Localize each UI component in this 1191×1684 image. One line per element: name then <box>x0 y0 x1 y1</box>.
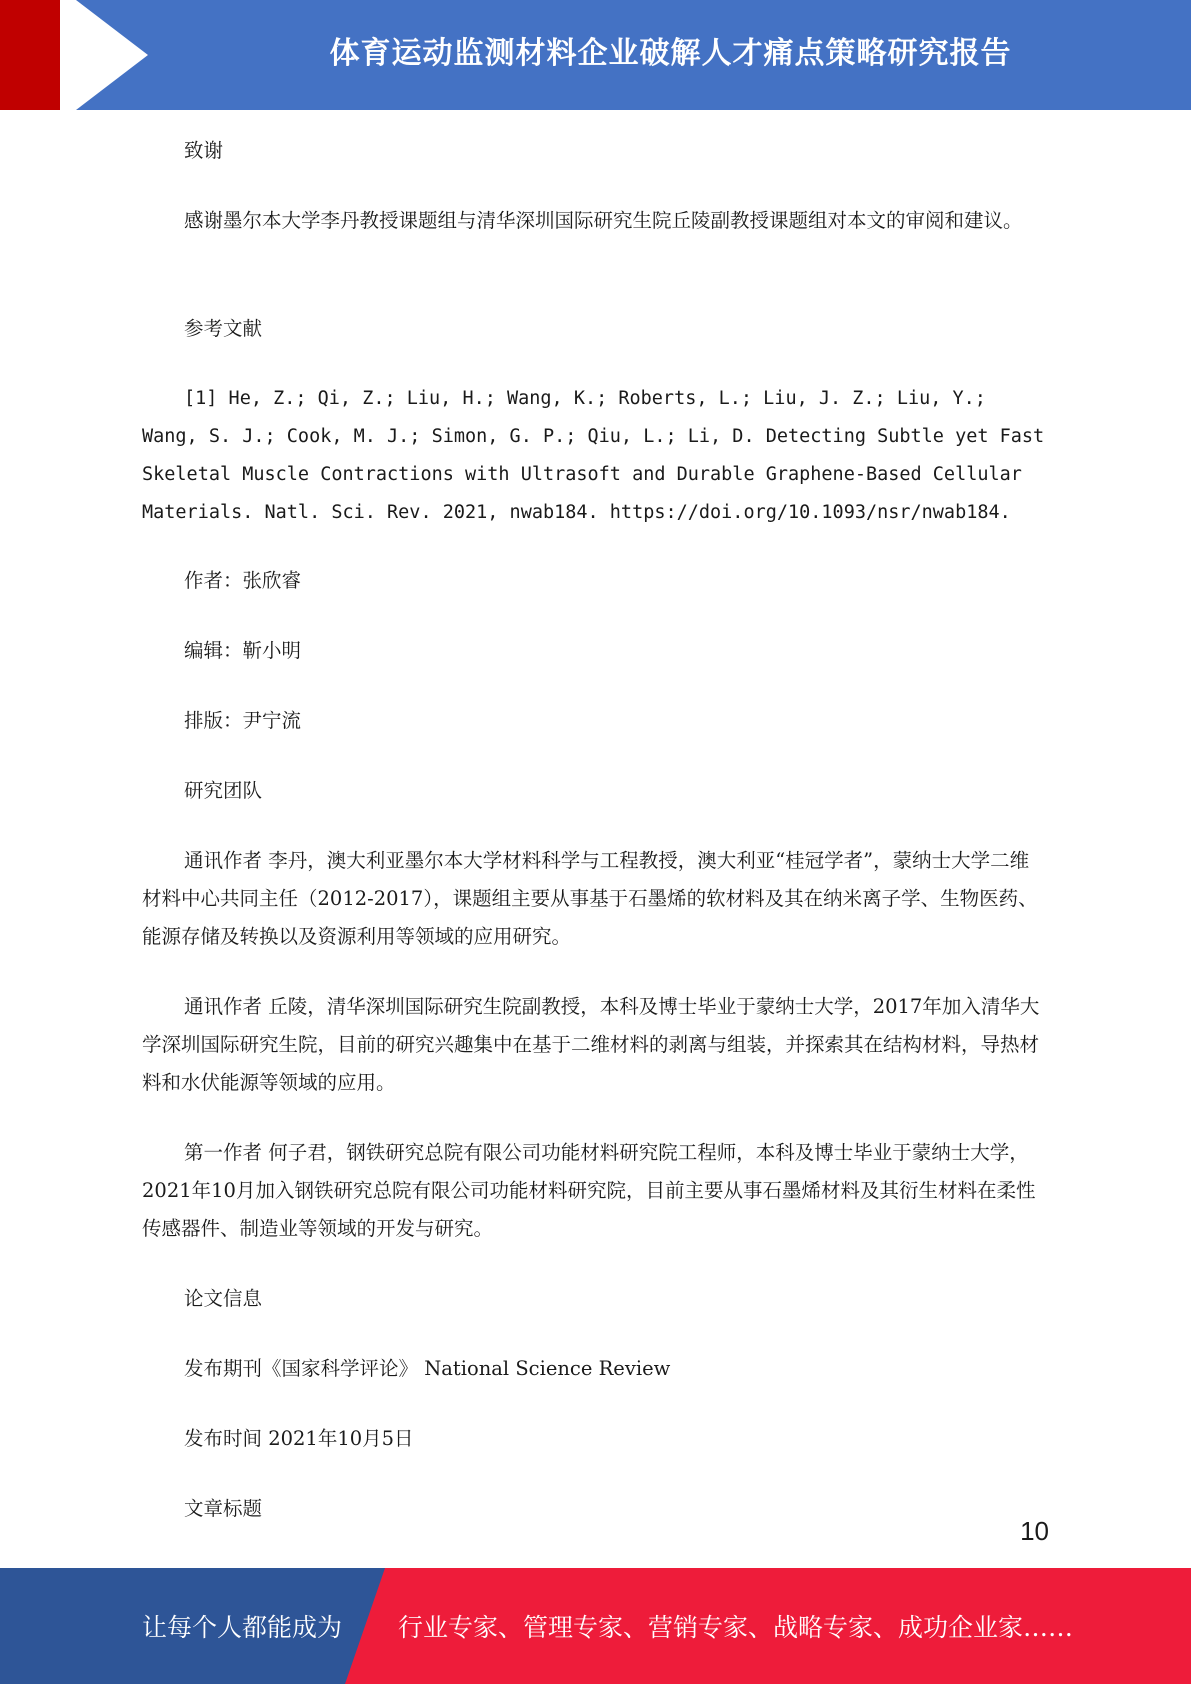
references-heading: 参考文献 <box>184 317 263 340</box>
corresponding-author-qiu: 通讯作者 丘陵，清华深圳国际研究生院副教授，本科及博士毕业于蒙纳士大学，2017年加入清华大学深圳国际研究生院，目前的研究兴趣集中在基于二维材料的剥离与组装，并探索其在结构材料，导热材料和水伏能源等领域的应用。 <box>142 995 1040 1094</box>
editor-line: 编辑：靳小明 <box>184 639 302 662</box>
research-team-heading: 研究团队 <box>184 779 263 802</box>
page-header <box>0 0 1191 110</box>
footer-slogan-right: 行业专家、管理专家、营销专家、战略专家、成功企业家…… <box>398 1613 1074 1642</box>
acknowledgement-text: 感谢墨尔本大学李丹教授课题组与清华深圳国际研究生院丘陵副教授课题组对本文的审阅和建议。 <box>184 209 1023 232</box>
author-line: 作者：张欣睿 <box>184 569 302 592</box>
header-title: 体育运动监测材料企业破解人才痛点策略研究报告 <box>329 36 1012 71</box>
article-title-label: 文章标题 <box>184 1497 263 1520</box>
page-number: 10 <box>1020 1516 1049 1546</box>
corresponding-author-li: 通讯作者 李丹，澳大利亚墨尔本大学材料科学与工程教授，澳大利亚“桂冠学者”，蒙纳士大学二维材料中心共同主任（2012-2017），课题组主要从事基于石墨烯的软材料及其在纳米离子学、生物医药、能源存储及转换以及资源利用等领域的应用研究。 <box>142 849 1038 948</box>
first-author-he: 第一作者 何子君，钢铁研究总院有限公司功能材料研究院工程师，本科及博士毕业于蒙纳士大学，2021年10月加入钢铁研究总院有限公司功能材料研究院，目前主要从事石墨烯材料及其衍生材料在柔性传感器件、制造业等领域的开发与研究。 <box>142 1141 1036 1240</box>
journal-line: 发布期刊《国家科学评论》 National Science Review <box>184 1357 671 1380</box>
page-footer <box>0 1568 1191 1684</box>
acknowledgement-heading: 致谢 <box>184 139 224 162</box>
reference-item: [1] He, Z.; Qi, Z.; Liu, H.; Wang, K.; Roberts, L.; Liu, J. Z.; Liu, Y.; Wang, S. J.; Cook, M. J.; Simon, G. P.; Qiu, L.; Li, D. Detecting Subtle yet Fast Skeletal Muscle Contractions with Ultrasoft and Durable Graphene-Based Cellular Materials. Natl. Sci. Rev. 2021, nwab184. https://doi.org/10.1093/nsr/nwab184. <box>142 388 1045 523</box>
paper-info-heading: 论文信息 <box>184 1287 263 1310</box>
layout-line: 排版：尹宁流 <box>184 709 302 732</box>
footer-slogan-left: 让每个人都能成为 <box>142 1613 343 1642</box>
publish-date-line: 发布时间 2021年10月5日 <box>184 1427 414 1450</box>
